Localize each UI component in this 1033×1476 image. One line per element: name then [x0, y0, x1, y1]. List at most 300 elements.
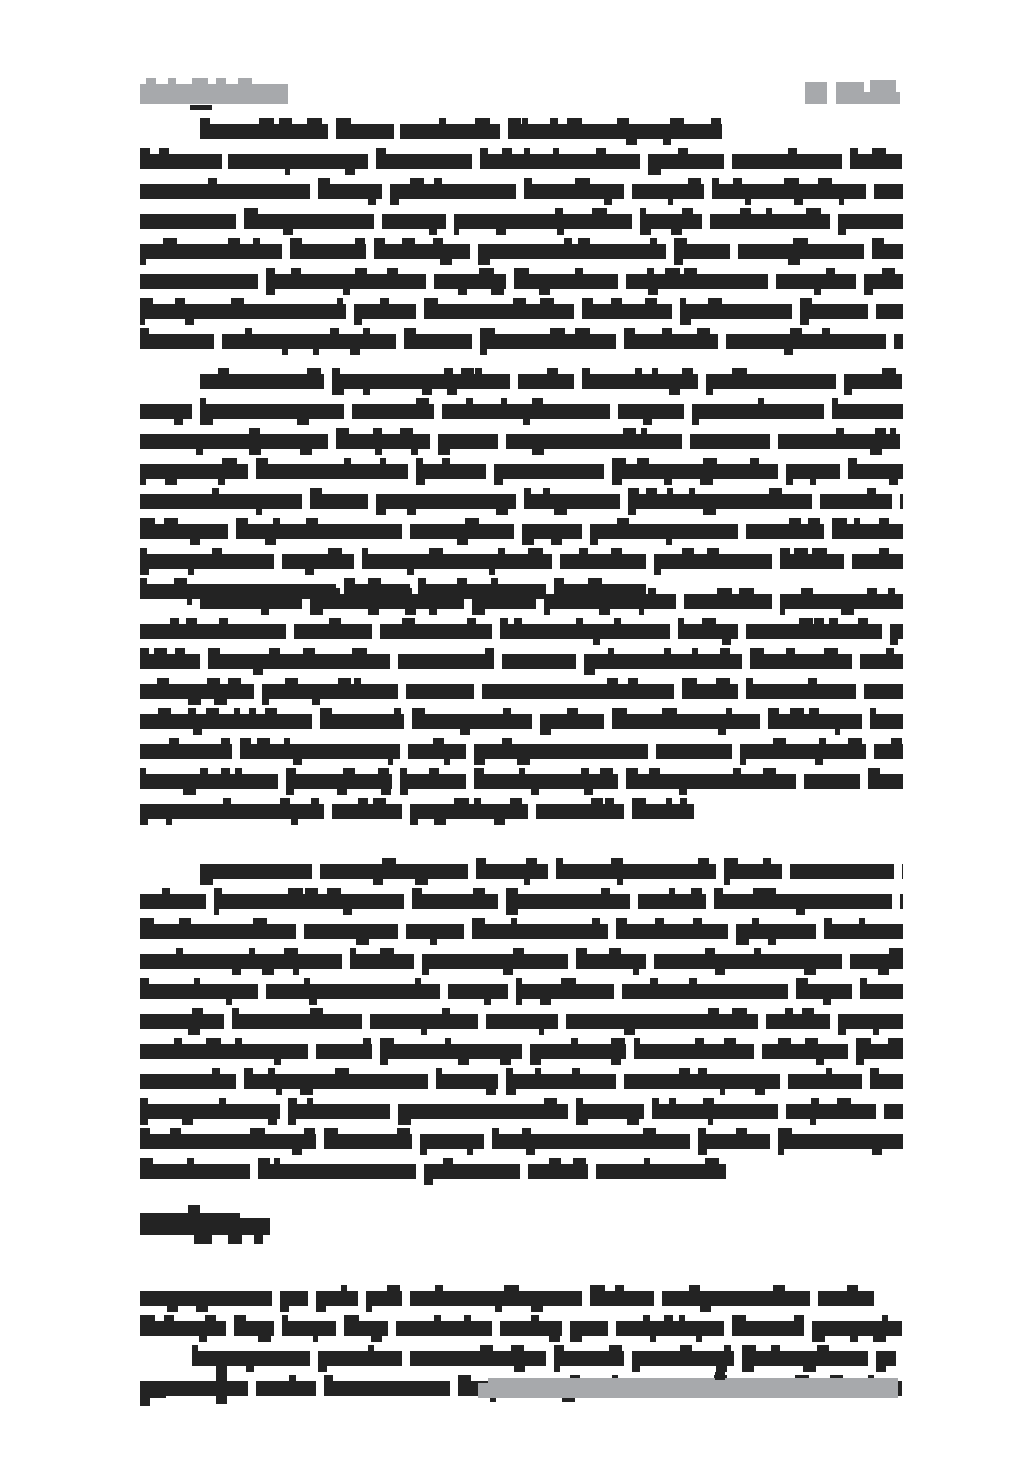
redaction-bar — [611, 1059, 621, 1065]
redaction-bar — [550, 118, 558, 125]
redaction-bar — [573, 1158, 586, 1165]
redaction-bar — [448, 984, 508, 999]
redaction-bar — [140, 479, 146, 485]
redaction-bar — [555, 208, 563, 215]
redaction-bar — [269, 648, 280, 655]
redaction-bar — [698, 1068, 707, 1075]
redaction-bar — [771, 1345, 780, 1352]
redaction-bar — [578, 238, 590, 245]
redaction-bar — [616, 918, 627, 925]
redaction-bar — [415, 879, 428, 885]
redaction-bar — [882, 1315, 888, 1322]
redaction-bar — [228, 238, 240, 245]
redaction-bar — [404, 334, 472, 349]
redaction-bar — [474, 774, 618, 789]
redaction-bar — [284, 948, 298, 955]
redaction-bar — [140, 554, 274, 569]
redaction-bar — [324, 1134, 412, 1149]
redaction-bar — [763, 858, 771, 865]
redaction-bar — [678, 624, 738, 639]
redaction-bar — [407, 509, 416, 515]
redaction-bar — [200, 419, 213, 425]
redaction-bar — [848, 464, 903, 479]
redaction-bar — [495, 1306, 502, 1312]
redaction-bar — [434, 819, 446, 825]
redaction-bar — [472, 918, 485, 925]
redaction-bar — [776, 274, 856, 289]
redaction-bar — [539, 289, 550, 295]
redaction-bar — [312, 699, 320, 705]
redaction-bar — [617, 518, 629, 525]
redaction-bar — [387, 268, 398, 275]
redaction-bar — [416, 479, 425, 485]
redaction-bar — [420, 1149, 427, 1155]
redaction-bar — [724, 1345, 731, 1352]
redaction-bar — [768, 939, 776, 945]
redaction-bar — [752, 918, 759, 925]
redaction-bar — [576, 1098, 583, 1105]
redaction-bar — [652, 368, 658, 375]
redaction-bar — [692, 648, 698, 655]
redaction-bar — [474, 759, 485, 765]
redaction-bar — [702, 618, 716, 625]
redaction-bar — [140, 744, 232, 759]
redaction-bar — [888, 588, 895, 595]
redaction-bar — [307, 118, 322, 125]
redaction-bar — [140, 918, 154, 925]
redaction-bar — [305, 569, 314, 575]
redaction-bar — [175, 298, 185, 305]
redaction-bar — [397, 1128, 410, 1135]
redaction-bar — [496, 509, 508, 515]
redaction-bar — [754, 948, 761, 955]
redaction-bar — [522, 1128, 531, 1135]
redaction-bar — [750, 654, 852, 669]
redaction-bar — [682, 548, 694, 555]
redaction-bar — [647, 268, 654, 275]
redaction-bar — [192, 1008, 203, 1015]
footnote-text-notch-a — [715, 1372, 725, 1380]
redaction-bar — [838, 1014, 903, 1029]
redaction-bar — [616, 924, 728, 939]
redaction-bar — [344, 1315, 359, 1322]
redaction-bar — [174, 578, 187, 585]
redaction-bar — [506, 1089, 516, 1095]
redaction-bar — [513, 948, 524, 955]
redaction-bar — [609, 1345, 622, 1352]
redaction-bar — [380, 298, 389, 305]
redaction-bar — [872, 238, 884, 245]
redaction-bar — [628, 488, 639, 495]
redaction-bar — [424, 1179, 433, 1185]
redaction-bar — [358, 798, 368, 805]
redaction-bar — [433, 738, 444, 745]
redaction-bar — [268, 1068, 275, 1075]
redaction-bar — [890, 428, 896, 435]
redaction-bar — [576, 1104, 644, 1119]
redaction-bar — [611, 1038, 625, 1045]
redaction-bar — [804, 774, 860, 789]
redaction-bar — [282, 1321, 336, 1336]
redaction-bar — [823, 999, 831, 1005]
redaction-bar — [576, 618, 583, 625]
redaction-bar — [336, 428, 349, 435]
redaction-bar — [352, 648, 367, 655]
redaction-bar — [140, 274, 258, 289]
redaction-bar — [324, 1381, 450, 1396]
redaction-bar — [140, 684, 254, 699]
redaction-bar — [140, 1158, 153, 1165]
footnote-vertical-rule — [216, 1352, 227, 1404]
redaction-bar — [778, 1134, 903, 1149]
redaction-bar — [773, 738, 786, 745]
redaction-bar — [192, 1351, 310, 1366]
redaction-bar — [433, 238, 443, 245]
redaction-bar — [590, 1291, 654, 1306]
redaction-bar — [870, 1074, 903, 1089]
redaction-bar — [554, 578, 564, 585]
redaction-bar — [140, 328, 149, 335]
redaction-bar — [720, 648, 730, 655]
redaction-bar — [338, 678, 351, 685]
redaction-bar — [570, 1321, 608, 1336]
redaction-bar — [850, 954, 903, 969]
redaction-bar — [810, 1119, 816, 1125]
redaction-bar — [140, 984, 258, 999]
redaction-bar — [742, 1366, 754, 1372]
redaction-bar — [864, 289, 873, 295]
redaction-bar — [406, 924, 464, 939]
redaction-bar — [609, 948, 621, 955]
redaction-bar — [508, 124, 722, 139]
redaction-bar — [368, 609, 379, 615]
redaction-bar — [474, 768, 484, 775]
redaction-bar — [697, 328, 710, 335]
redaction-bar — [461, 368, 474, 375]
redaction-bar — [212, 488, 219, 495]
redaction-bar — [285, 169, 290, 175]
redaction-bar — [894, 334, 903, 349]
redaction-bar — [506, 434, 682, 449]
redaction-bar — [140, 518, 155, 525]
redaction-bar — [874, 744, 903, 759]
redaction-bar — [140, 1321, 226, 1336]
redaction-bar — [288, 1098, 297, 1105]
redaction-bar — [746, 624, 882, 639]
redaction-bar — [179, 918, 191, 925]
redaction-bar — [438, 449, 450, 455]
redaction-bar — [140, 1119, 148, 1125]
redaction-bar — [140, 894, 206, 909]
redaction-bar — [214, 894, 404, 909]
redaction-bar — [376, 509, 386, 515]
redaction-bar — [878, 969, 889, 975]
redaction-bar — [624, 334, 718, 349]
redaction-bar — [575, 268, 583, 275]
redaction-bar — [376, 154, 472, 169]
redaction-bar — [796, 978, 808, 985]
redaction-bar — [733, 178, 742, 185]
footnote-marker-tail — [140, 1398, 150, 1406]
redaction-bar — [200, 879, 213, 885]
redaction-bar — [648, 169, 661, 175]
redaction-bar — [819, 738, 826, 745]
redaction-bar — [337, 789, 347, 795]
redaction-bar — [708, 1119, 713, 1125]
redaction-bar — [517, 759, 530, 765]
redaction-bar — [812, 1336, 825, 1342]
redaction-bar — [617, 879, 623, 885]
redaction-bar — [732, 1321, 804, 1336]
redaction-bar — [158, 708, 171, 715]
redaction-bar — [590, 1285, 605, 1292]
redaction-bar — [310, 594, 464, 609]
redaction-bar — [412, 894, 498, 909]
redaction-bar — [429, 548, 443, 555]
redaction-bar — [528, 1164, 588, 1179]
redaction-bar — [246, 1366, 254, 1372]
redaction-bar — [292, 1149, 302, 1155]
redaction-bar — [511, 918, 517, 925]
redaction-bar — [396, 1321, 492, 1336]
redaction-bar — [376, 148, 386, 155]
redaction-bar — [373, 879, 383, 885]
redaction-bar — [140, 319, 145, 325]
redaction-bar — [174, 1038, 182, 1045]
redaction-bar — [575, 178, 590, 185]
redaction-bar — [506, 1074, 616, 1089]
redaction-bar — [300, 1089, 313, 1095]
redaction-bar — [514, 1366, 525, 1372]
section-heading-block-b — [240, 1218, 270, 1235]
redaction-bar — [674, 259, 683, 265]
redaction-bar — [812, 1321, 902, 1336]
redaction-bar — [561, 978, 576, 985]
redaction-bar — [800, 319, 809, 325]
redaction-bar — [444, 368, 453, 375]
redaction-bar — [641, 428, 647, 435]
redaction-bar — [778, 1038, 791, 1045]
redaction-bar — [458, 289, 467, 295]
redaction-bar — [261, 609, 269, 615]
redaction-bar — [371, 1336, 382, 1342]
redaction-bar — [567, 708, 578, 715]
section-heading-descender-a — [194, 1235, 212, 1244]
redaction-bar — [860, 654, 903, 669]
redaction-bar — [400, 428, 413, 435]
redaction-bar — [870, 708, 876, 715]
redaction-bar — [832, 518, 847, 525]
redaction-bar — [824, 924, 903, 939]
redaction-bar — [736, 924, 816, 939]
redaction-bar — [623, 428, 636, 435]
redaction-bar — [300, 449, 312, 455]
redaction-bar — [249, 449, 261, 455]
redaction-bar — [410, 804, 528, 819]
redaction-bar — [786, 648, 795, 655]
redaction-bar — [370, 1014, 478, 1029]
redaction-bar — [350, 948, 356, 955]
redaction-bar — [442, 404, 610, 419]
redaction-bar — [628, 678, 638, 685]
redaction-bar — [592, 918, 600, 925]
redaction-bar — [703, 458, 717, 465]
redaction-bar — [514, 268, 529, 275]
redaction-bar — [780, 554, 844, 569]
redaction-bar — [528, 548, 543, 555]
redaction-bar — [788, 1074, 862, 1089]
redaction-bar — [326, 588, 340, 595]
redaction-bar — [363, 328, 370, 335]
redaction-bar — [684, 268, 697, 275]
redaction-bar — [175, 648, 185, 655]
redaction-bar — [186, 618, 197, 625]
redaction-bar — [256, 458, 268, 465]
redaction-bar — [374, 238, 385, 245]
redaction-bar — [223, 798, 231, 805]
redaction-bar — [410, 178, 424, 185]
redaction-bar — [257, 738, 270, 745]
redaction-bar — [335, 1068, 349, 1075]
redaction-bar — [304, 978, 310, 985]
redaction-bar — [480, 154, 640, 169]
redaction-bar — [253, 918, 267, 925]
redaction-bar — [318, 184, 382, 199]
redaction-bar — [848, 458, 857, 465]
redaction-bar — [544, 609, 550, 615]
redaction-bar — [282, 349, 288, 355]
redaction-bar — [200, 124, 328, 139]
redaction-bar — [716, 678, 730, 685]
redaction-bar — [291, 819, 298, 825]
section-heading-block-tail — [188, 1205, 200, 1215]
redaction-bar — [549, 1158, 561, 1165]
redaction-bar — [327, 888, 341, 895]
redaction-bar — [244, 1074, 428, 1089]
redaction-bar — [219, 618, 228, 625]
redaction-bar — [717, 588, 732, 595]
redaction-bar — [596, 148, 606, 155]
section-heading-descender-b — [228, 1235, 242, 1244]
redaction-bar — [582, 298, 593, 305]
redaction-bar — [232, 1008, 239, 1015]
redaction-bar — [285, 678, 298, 685]
redaction-bar — [200, 374, 324, 389]
redaction-bar — [266, 984, 440, 999]
redaction-bar — [856, 1044, 903, 1059]
redaction-bar — [682, 368, 693, 375]
redaction-bar — [366, 1306, 372, 1312]
redaction-bar — [582, 304, 672, 319]
redaction-bar — [900, 494, 903, 509]
redaction-bar — [738, 244, 864, 259]
redaction-bar — [856, 1038, 871, 1045]
redaction-bar — [732, 1315, 746, 1322]
redaction-bar — [804, 969, 816, 975]
redaction-bar — [508, 118, 521, 125]
redaction-bar — [140, 774, 278, 789]
redaction-bar — [679, 789, 687, 795]
redaction-bar — [800, 304, 868, 319]
redaction-bar — [745, 199, 751, 205]
redaction-bar — [808, 518, 820, 525]
redaction-bar — [522, 539, 534, 545]
redaction-bar — [584, 669, 595, 675]
redaction-bar — [266, 289, 275, 295]
redaction-bar — [700, 479, 713, 485]
redaction-bar — [270, 588, 277, 595]
redaction-bar — [337, 298, 343, 305]
redaction-bar — [280, 798, 290, 805]
redaction-bar — [193, 729, 202, 735]
redaction-bar — [693, 918, 702, 925]
redaction-bar — [567, 118, 582, 125]
redaction-bar — [736, 939, 749, 945]
redaction-bar — [655, 918, 664, 925]
redaction-bar — [262, 699, 269, 705]
redaction-bar — [742, 1351, 868, 1366]
redaction-bar — [344, 458, 351, 465]
redaction-bar — [786, 464, 840, 479]
redaction-bar — [140, 524, 228, 539]
redaction-bar — [742, 1345, 756, 1352]
redaction-bar — [411, 449, 418, 455]
redaction-bar — [838, 1029, 846, 1035]
redaction-bar — [803, 1366, 816, 1372]
redaction-bar — [620, 588, 631, 595]
redaction-bar — [407, 569, 414, 575]
redaction-bar — [554, 1345, 564, 1352]
redaction-bar — [429, 229, 437, 235]
redaction-bar — [876, 1366, 886, 1372]
redaction-bar — [516, 984, 614, 999]
redaction-bar — [140, 1134, 316, 1149]
redaction-bar — [758, 398, 764, 405]
redaction-bar — [398, 1104, 568, 1119]
redaction-bar — [313, 349, 319, 355]
redaction-bar — [458, 1375, 471, 1382]
redaction-bar — [422, 969, 429, 975]
redaction-bar — [648, 289, 658, 295]
redaction-bar — [566, 1014, 758, 1029]
redaction-bar — [363, 389, 370, 395]
redaction-bar — [403, 588, 412, 595]
redaction-bar — [439, 118, 446, 125]
redaction-bar — [669, 1098, 676, 1105]
redaction-bar — [755, 1089, 765, 1095]
redaction-bar — [140, 819, 148, 825]
redaction-bar — [502, 148, 512, 155]
redaction-bar — [766, 208, 772, 215]
redaction-bar — [332, 389, 344, 395]
redaction-bar — [183, 789, 196, 795]
redaction-bar — [799, 618, 813, 625]
redaction-bar — [190, 539, 200, 545]
redaction-bar — [466, 398, 473, 405]
redaction-bar — [646, 488, 657, 495]
redaction-bar — [632, 804, 694, 819]
redaction-bar — [412, 888, 422, 895]
redaction-bar — [788, 259, 800, 265]
redaction-bar — [500, 1321, 562, 1336]
redaction-bar — [900, 894, 903, 909]
redaction-bar — [632, 184, 704, 199]
redaction-bar — [434, 178, 442, 185]
redaction-bar — [479, 268, 494, 275]
redaction-bar — [511, 1345, 524, 1352]
redaction-bar — [712, 178, 719, 185]
redaction-bar — [513, 298, 526, 305]
